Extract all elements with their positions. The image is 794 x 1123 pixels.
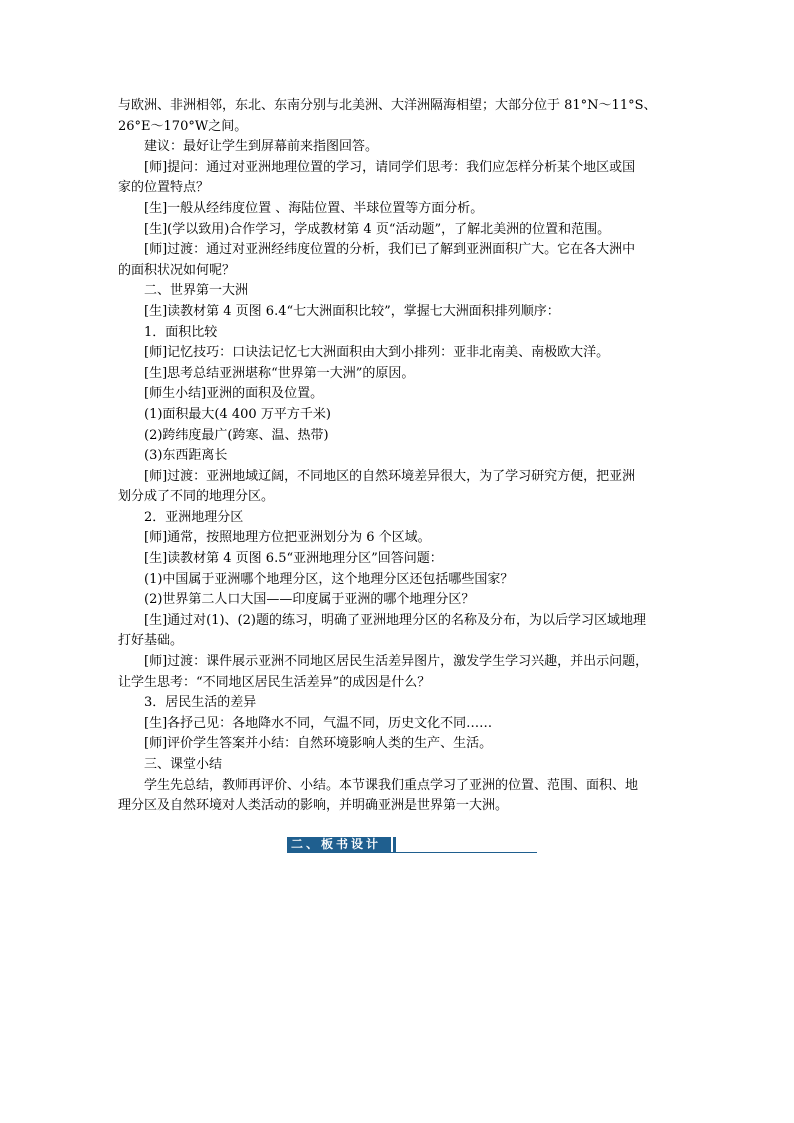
document-body [118, 96, 678, 817]
paragraph-line: 建议：最好让学生到屏幕前来指图回答。 [144, 139, 379, 155]
paragraph-line: 理分区及自然环境对人类活动的影响，并明确亚洲是世界第一大洲。 [118, 798, 509, 814]
question-item: (2)世界第二人口大国——印度属于亚洲的哪个地理分区？ [144, 592, 475, 608]
board-design-heading-label: 二、板书设计 [287, 837, 391, 852]
paragraph-line: 学生先总结，教师再评价、小结。本节课我们重点学习了亚洲的位置、范围、面积、地 [144, 777, 639, 793]
section-heading-3: 三、课堂小结 [144, 757, 223, 772]
list-item: (2)跨纬度最广(跨寒、温、热带) [144, 427, 329, 443]
paragraph-line: [师]记忆技巧：口诀法记忆七大洲面积由大到小排列：亚非北南美、南极欧大洋。 [144, 345, 610, 361]
subheading-resident-life: 3．居民生活的差异 [144, 695, 257, 711]
heading-tick-mark [393, 837, 396, 852]
paragraph-line: 与欧洲、非洲相邻，东北、东南分别与北美洲、大洋洲隔海相望；大部分位于 81°N～11°S、 [118, 98, 657, 113]
board-design-heading [287, 835, 537, 855]
paragraph-line: [师]过渡：亚洲地域辽阔，不同地区的自然环境差异很大，为了学习研究方便，把亚洲 [144, 468, 636, 484]
paragraph-line: [生](学以致用)合作学习，学成教材第 4 页“活动题”，了解北美洲的位置和范围。 [144, 221, 611, 237]
section-heading-2: 二、世界第一大洲 [144, 283, 249, 299]
heading-underline [287, 852, 537, 853]
paragraph-line: [生]各抒己见：各地降水不同，气温不同，历史文化不同…… [144, 715, 493, 731]
list-item: (3)东西距离长 [144, 448, 228, 464]
paragraph-line: [生]通过对(1)、(2)题的练习，明确了亚洲地理分区的名称及分布，为以后学习区域地理 [144, 612, 646, 628]
list-item: (1)面积最大(4 400 万平方千米) [144, 406, 331, 422]
question-item: (1)中国属于亚洲哪个地理分区，这个地理分区还包括哪些国家？ [144, 571, 514, 587]
paragraph-line: 打好基础。 [118, 633, 184, 649]
paragraph-line: [生]一般从经纬度位置 、海陆位置、半球位置等方面分析。 [144, 200, 484, 216]
paragraph-line: [生]思考总结亚洲堪称“世界第一大洲”的原因。 [144, 365, 415, 381]
paragraph-line: 划分成了不同的地理分区。 [118, 489, 275, 505]
paragraph-line: 让学生思考：“不同地区居民生活差异”的成因是什么？ [118, 674, 431, 690]
paragraph-line: 家的位置特点？ [118, 180, 210, 196]
subheading-area-comparison: 1．面积比较 [144, 324, 218, 340]
paragraph-line: 的面积状况如何呢？ [118, 262, 236, 278]
paragraph-line: [师]提问：通过对亚洲地理位置的学习，请同学们思考：我们应怎样分析某个地区或国 [144, 159, 636, 175]
paragraph-line: [师]过渡：通过对亚洲经纬度位置的分析，我们已了解到亚洲面积广大。它在各大洲中 [144, 242, 636, 258]
paragraph-line: 26°E～170°W之间。 [118, 118, 248, 134]
paragraph-line: [师]通常，按照地理方位把亚洲划分为 6 个区域。 [144, 530, 431, 546]
paragraph-line: [师]过渡：课件展示亚洲不同地区居民生活差异图片，激发学生学习兴趣，并出示问题， [144, 654, 649, 670]
subheading-geographic-regions: 2．亚洲地理分区 [144, 509, 244, 525]
paragraph-line: [师生小结]亚洲的面积及位置。 [144, 386, 324, 402]
paragraph-line: [生]读教材第 4 页图 6.4“七大洲面积比较”，掌握七大洲面积排列顺序： [144, 303, 560, 319]
paragraph-line: [师]评价学生答案并小结：自然环境影响人类的生产、生活。 [144, 736, 493, 752]
paragraph-line: [生]读教材第 4 页图 6.5“亚洲地理分区”回答问题： [144, 551, 443, 567]
